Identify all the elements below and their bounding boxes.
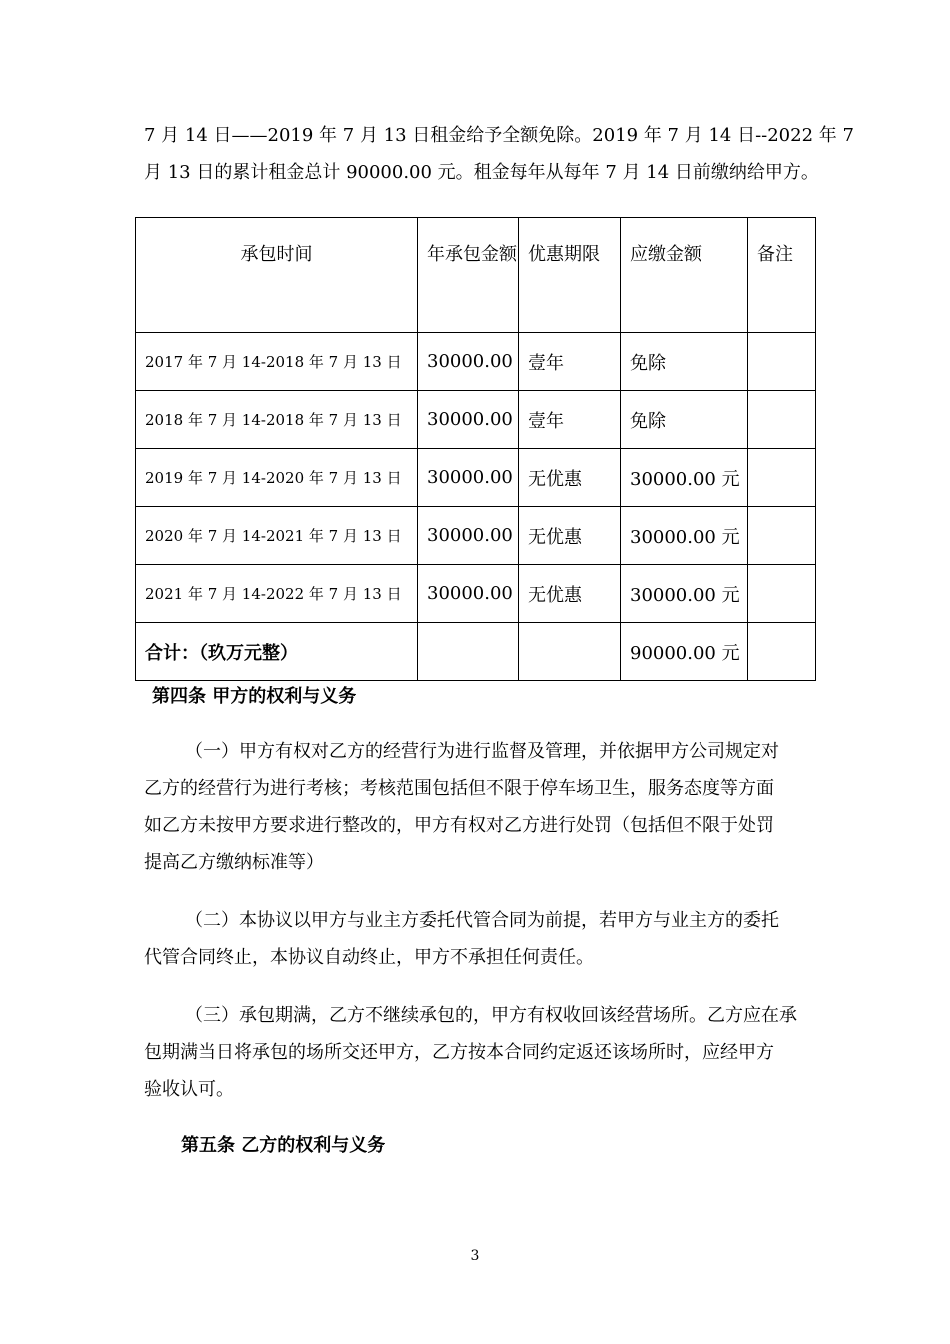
article-5-heading: 第五条 乙方的权利与义务 bbox=[181, 1135, 386, 1156]
cell-annual-amount: 30000.00 bbox=[418, 333, 519, 391]
clause-line: 验收认可。 bbox=[144, 1079, 234, 1100]
total-discount-period bbox=[519, 623, 621, 681]
cell-discount-period: 壹年 bbox=[519, 391, 621, 449]
clause-line: （二）本协议以甲方与业主方委托代管合同为前提，若甲方与业主方的委托 bbox=[185, 910, 779, 931]
total-remarks bbox=[748, 623, 816, 681]
cell-remarks bbox=[748, 449, 816, 507]
cell-amount-due: 免除 bbox=[621, 333, 748, 391]
cell-remarks bbox=[748, 333, 816, 391]
cell-discount-period: 无优惠 bbox=[519, 449, 621, 507]
cell-annual-amount: 30000.00 bbox=[418, 449, 519, 507]
header-remarks: 备注 bbox=[748, 218, 816, 333]
clause-line: 如乙方未按甲方要求进行整改的，甲方有权对乙方进行处罚（包括但不限于处罚 bbox=[144, 815, 774, 836]
cell-discount-period: 无优惠 bbox=[519, 565, 621, 623]
clause-line: （一）甲方有权对乙方的经营行为进行监督及管理，并依据甲方公司规定对 bbox=[185, 741, 779, 762]
cell-amount-due: 免除 bbox=[621, 391, 748, 449]
cell-annual-amount: 30000.00 bbox=[418, 391, 519, 449]
clause-line: 乙方的经营行为进行考核；考核范围包括但不限于停车场卫生，服务态度等方面 bbox=[144, 778, 774, 799]
table-row bbox=[136, 449, 816, 507]
cell-discount-period: 壹年 bbox=[519, 333, 621, 391]
cell-period: 2021 年 7 月 14-2022 年 7 月 13 日 bbox=[136, 565, 418, 623]
cell-period: 2017 年 7 月 14-2018 年 7 月 13 日 bbox=[136, 333, 418, 391]
header-annual-amount: 年承包金额 bbox=[418, 218, 519, 333]
article-4-clause-1 bbox=[144, 733, 824, 881]
cell-amount-due: 30000.00 元 bbox=[621, 565, 748, 623]
header-amount-due: 应缴金额 bbox=[621, 218, 748, 333]
article-4-clause-2 bbox=[144, 902, 824, 976]
clause-line: 代管合同终止，本协议自动终止，甲方不承担任何责任。 bbox=[144, 947, 594, 968]
clause-line: 包期满当日将承包的场所交还甲方，乙方按本合同约定返还该场所时，应经甲方 bbox=[144, 1042, 774, 1063]
clause-line: （三）承包期满，乙方不继续承包的，甲方有权收回该经营场所。乙方应在承 bbox=[185, 1005, 797, 1026]
cell-remarks bbox=[748, 565, 816, 623]
cell-annual-amount: 30000.00 bbox=[418, 507, 519, 565]
cell-remarks bbox=[748, 507, 816, 565]
cell-annual-amount: 30000.00 bbox=[418, 565, 519, 623]
table-header-row bbox=[136, 218, 816, 333]
header-discount-period: 优惠期限 bbox=[519, 218, 621, 333]
table-total-row bbox=[136, 623, 816, 681]
table-row bbox=[136, 333, 816, 391]
cell-amount-due: 30000.00 元 bbox=[621, 449, 748, 507]
total-label: 合计：（玖万元整） bbox=[136, 623, 418, 681]
clause-line: 提高乙方缴纳标准等） bbox=[144, 852, 324, 873]
article-4-clause-3 bbox=[144, 997, 824, 1108]
rent-table bbox=[135, 217, 816, 681]
cell-amount-due: 30000.00 元 bbox=[621, 507, 748, 565]
intro-line-1: 7 月 14 日——2019 年 7 月 13 日租金给予全额免除。2019 年 7 月 14 日--2022 年 7 bbox=[144, 125, 854, 146]
cell-period: 2019 年 7 月 14-2020 年 7 月 13 日 bbox=[136, 449, 418, 507]
intro-line-2: 月 13 日的累计租金总计 90000.00 元。租金每年从每年 7 月 14 日前缴纳给甲方。 bbox=[144, 162, 819, 183]
header-period: 承包时间 bbox=[136, 218, 418, 333]
cell-discount-period: 无优惠 bbox=[519, 507, 621, 565]
cell-remarks bbox=[748, 391, 816, 449]
page-number: 3 bbox=[470, 1248, 480, 1264]
table-row bbox=[136, 507, 816, 565]
total-annual-amount bbox=[418, 623, 519, 681]
total-amount-due: 90000.00 元 bbox=[621, 623, 748, 681]
table-row bbox=[136, 391, 816, 449]
cell-period: 2020 年 7 月 14-2021 年 7 月 13 日 bbox=[136, 507, 418, 565]
intro-paragraph bbox=[144, 117, 854, 191]
cell-period: 2018 年 7 月 14-2018 年 7 月 13 日 bbox=[136, 391, 418, 449]
table-row bbox=[136, 565, 816, 623]
article-4-heading: 第四条 甲方的权利与义务 bbox=[152, 686, 357, 707]
